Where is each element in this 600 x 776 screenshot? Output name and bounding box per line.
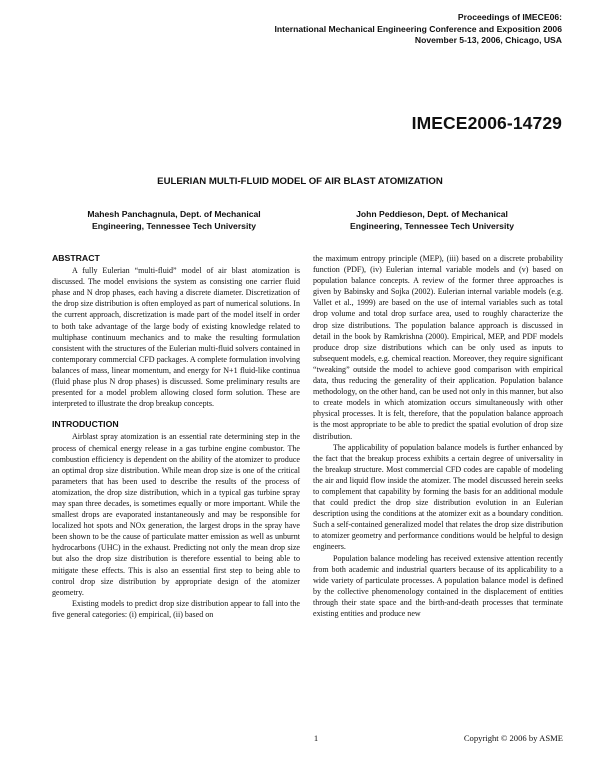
conference-name: International Mechanical Engineering Conference and Exposition 2006	[274, 23, 562, 34]
copyright-notice: Copyright © 2006 by ASME	[463, 733, 563, 743]
author-2-affiliation-line: Engineering, Tennessee Tech University	[350, 220, 514, 231]
author-block-1	[54, 209, 294, 233]
conference-dates-location: November 5-13, 2006, Chicago, USA	[414, 35, 562, 46]
right-paragraph-1: the maximum entropy principle (MEP), (iii) based on a discrete probability function (PDF), (iv) Eulerian internal variable models and (v) based on population balance concepts. A review of the former three approaches is given by Babinsky and Sojka (2002). Eulerian internal variable models (e.g. Vallet et al., 1999) are based on the use of internal variables such as total drop volume and total drop surface area, used to roughly characterize the drop size distributions. The population balance approach is discussed in detail in the book by Ramkrishna (2000). Empirical, MEP, and PDF models produce drop size distributions which can be only used as inputs to subsequent models, e.g. chemical reaction. Moreover, they require significant “tweaking” outside the model to achieve good comparison with empirical data, thus reducing the generality of their application. Population balance methodology, on the other hand, can be used not only in this manner, but also to create models in which atomization occurs simultaneously with other physical processes. It is felt, therefore, that the population balance approach is the most appropriate to be able to predict the spatial evolution of drop size distribution.	[313, 254, 563, 441]
right-paragraph-3: Population balance modeling has received extensive attention recently from both academic and industrial quarters because of its applicability to a wide variety of particulate processes. A population balance model is defined by the collective phenomenology contained in the displacement of entities through their state space and the birth-and-death processes that terminate existing entities and produce new	[313, 553, 563, 618]
author-2-name-line: John Peddieson, Dept. of Mechanical	[356, 209, 508, 219]
abstract-paragraph: A fully Eulerian “multi-fluid” model of air blast atomization is discussed. The model envisions the system as consisting one carrier fluid phase and N drop phases, each having a discrete diameter. Discretization of the drop size distribution is often employed as part of numerical solutions. In the current approach, discretization is made part of the model itself in order to both take advantage of the large body of existing knowledge related to multiphase continuum mechanics and to make the resulting formulation consistent with the structures of the Eulerian multi-fluid solvers contained in contemporary commercial CFD packages. A complete formulation involving balances of mass, linear momentum, and energy for N+1 fluid-like continua (fluid phase plus N drop phases) is discussed. Some preliminary results are presented for a model problem allowing closed form solution. These are interpreted to illustrate the drop breakup concepts.	[52, 266, 300, 409]
author-1-name-line: Mahesh Panchagnula, Dept. of Mechanical	[87, 209, 261, 219]
author-block-2	[312, 209, 552, 233]
right-column	[313, 253, 563, 619]
paper-title: EULERIAN MULTI-FLUID MODEL OF AIR BLAST ATOMIZATION	[157, 176, 443, 187]
author-1-affiliation-line: Engineering, Tennessee Tech University	[92, 220, 256, 231]
right-paragraph-2: The applicability of population balance models is further enhanced by the fact that the breakup process exhibits a certain degree of universality in the breakup structure. Most commercial CFD codes are capable of modeling the air and liquid flow inside the atomizer. The model discussed herein seeks to complement that capability by forming the basis for an additional module that could predict the drop size distribution evolution in an Eulerian description using the conditions at the atomizer exit as a boundary condition. Such a self-contained generalized model that relates the drop size distribution to atomizer geometry and performance conditions would be helpful to design engineers.	[313, 442, 563, 552]
page-number: 1	[313, 733, 319, 743]
introduction-paragraph-2: Existing models to predict drop size distribution appear to fall into the five general categories: (i) empirical, (ii) based on	[52, 598, 300, 619]
left-column	[52, 253, 300, 620]
introduction-heading: INTRODUCTION	[52, 419, 119, 430]
paper-id: IMECE2006-14729	[411, 113, 562, 133]
introduction-paragraph-1: Airblast spray atomization is an essential rate determining step in the process of chemical energy release in a gas turbine engine combustor. The combustion efficiency is dependent on the ability of the atomizer to produce an optimal drop size distribution. While mean drop size is one of the critical parameters that has been used to describe the results of the process of atomization, the drop size distribution, which in a typical gas turbine spray may span three decades, is sometimes equally or more important. While the smallest drops are evaporated instantaneously and may be responsible for localized hot spots and NOx generation, the largest drops in the spray have been shown to be the cause of particulate matter emission as well as unburnt hydrocarbons (UHC) in the exhaust. Predicting not only the mean drop size but also the drop size distribution is therefore essential to being able to mitigate these effects. This is also an essential first step to being able to control drop size distribution by appropriate design of the atomizer geometry.	[52, 432, 300, 597]
abstract-heading: ABSTRACT	[52, 253, 100, 263]
proceedings-title: Proceedings of IMECE06:	[457, 12, 562, 22]
proceedings-header	[142, 12, 562, 47]
